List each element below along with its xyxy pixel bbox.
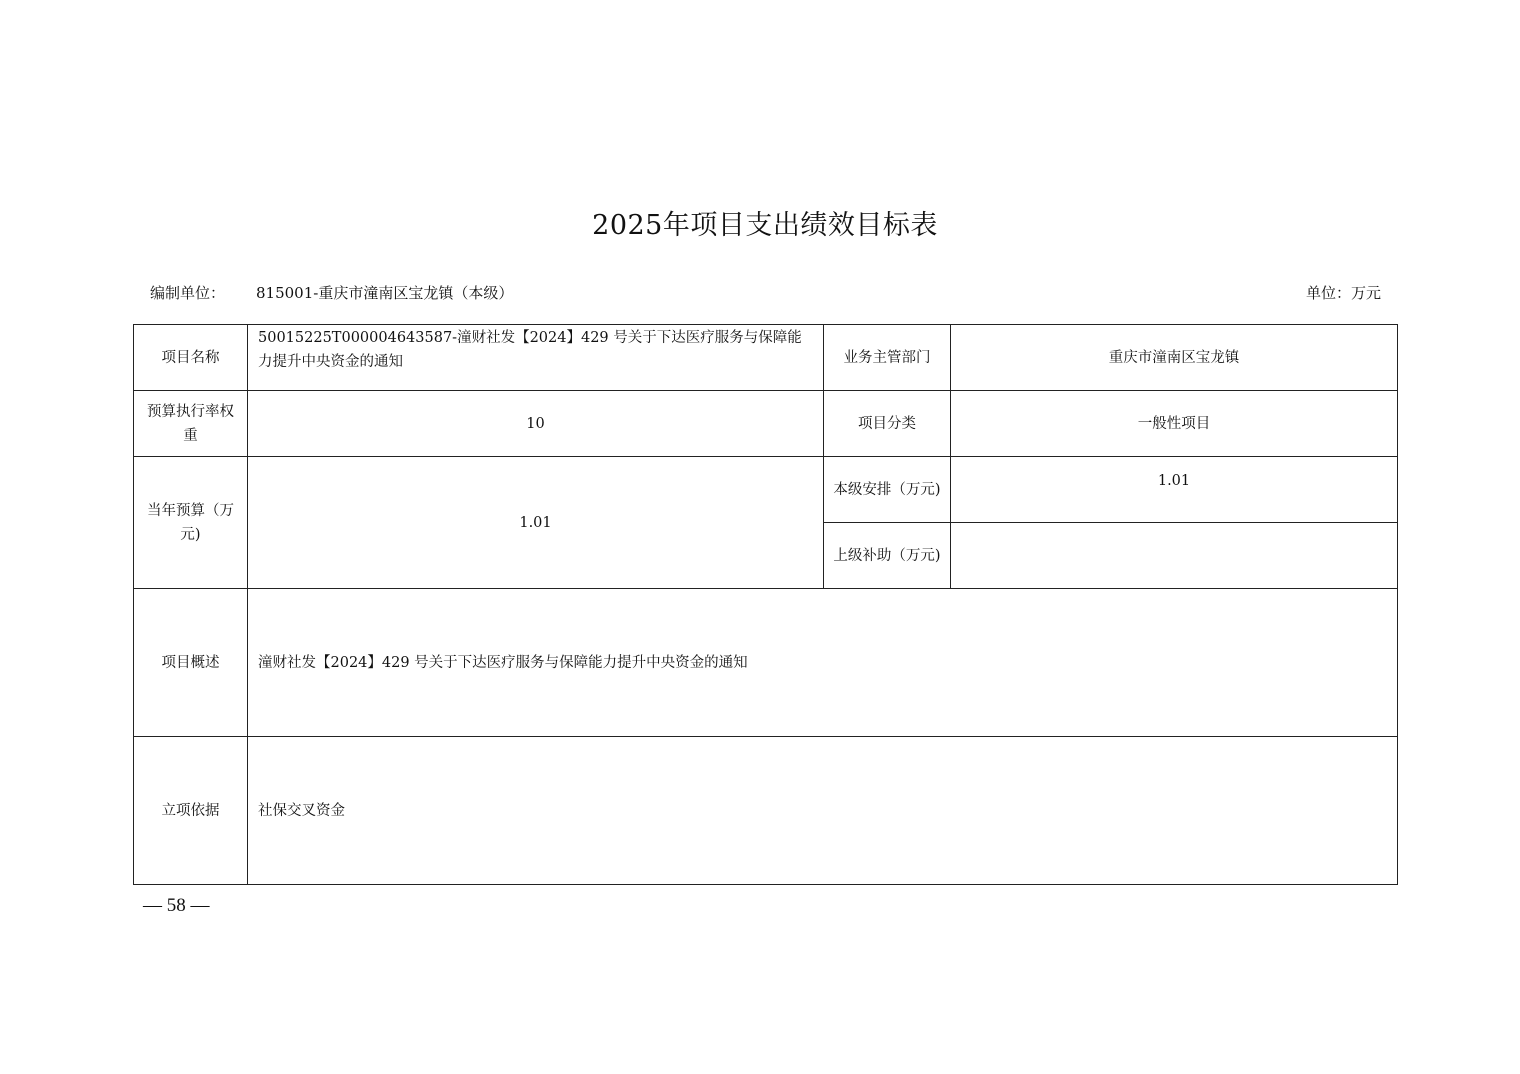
local-arrangement-label: 本级安排（万元) (824, 457, 951, 523)
compiling-unit (150, 282, 513, 303)
table-row (134, 457, 1398, 523)
category-label: 项目分类 (824, 391, 951, 457)
basis-value: 社保交叉资金 (248, 737, 1398, 885)
compiling-unit-value: 815001-重庆市潼南区宝龙镇（本级） (256, 284, 514, 302)
dept-label: 业务主管部门 (824, 325, 951, 391)
dept-value: 重庆市潼南区宝龙镇 (951, 325, 1398, 391)
local-arrangement-value: 1.01 (951, 457, 1398, 523)
table-row (134, 737, 1398, 885)
compiling-unit-label: 编制单位： (150, 284, 226, 302)
project-name-label: 项目名称 (134, 325, 248, 391)
table-row (134, 391, 1398, 457)
budget-value: 1.01 (248, 457, 824, 589)
upper-subsidy-label: 上级补助（万元) (824, 523, 951, 589)
currency-unit: 单位：万元 (1306, 284, 1382, 302)
exec-weight-label: 预算执行率权重 (134, 391, 248, 457)
overview-label: 项目概述 (134, 589, 248, 737)
exec-weight-value: 10 (248, 391, 824, 457)
performance-target-table (133, 324, 1398, 885)
table-row (134, 325, 1398, 391)
basis-label: 立项依据 (134, 737, 248, 885)
page-number: — 58 — (143, 895, 210, 916)
table-row (134, 589, 1398, 737)
page-title: 2025年项目支出绩效目标表 (592, 210, 938, 241)
upper-subsidy-value (951, 523, 1398, 589)
budget-label: 当年预算（万元) (134, 457, 248, 589)
overview-value: 潼财社发【2024】429 号关于下达医疗服务与保障能力提升中央资金的通知 (248, 589, 1398, 737)
category-value: 一般性项目 (951, 391, 1398, 457)
project-name-value: 50015225T000004643587-潼财社发【2024】429 号关于下达医疗服务与保障能力提升中央资金的通知 (248, 325, 824, 391)
